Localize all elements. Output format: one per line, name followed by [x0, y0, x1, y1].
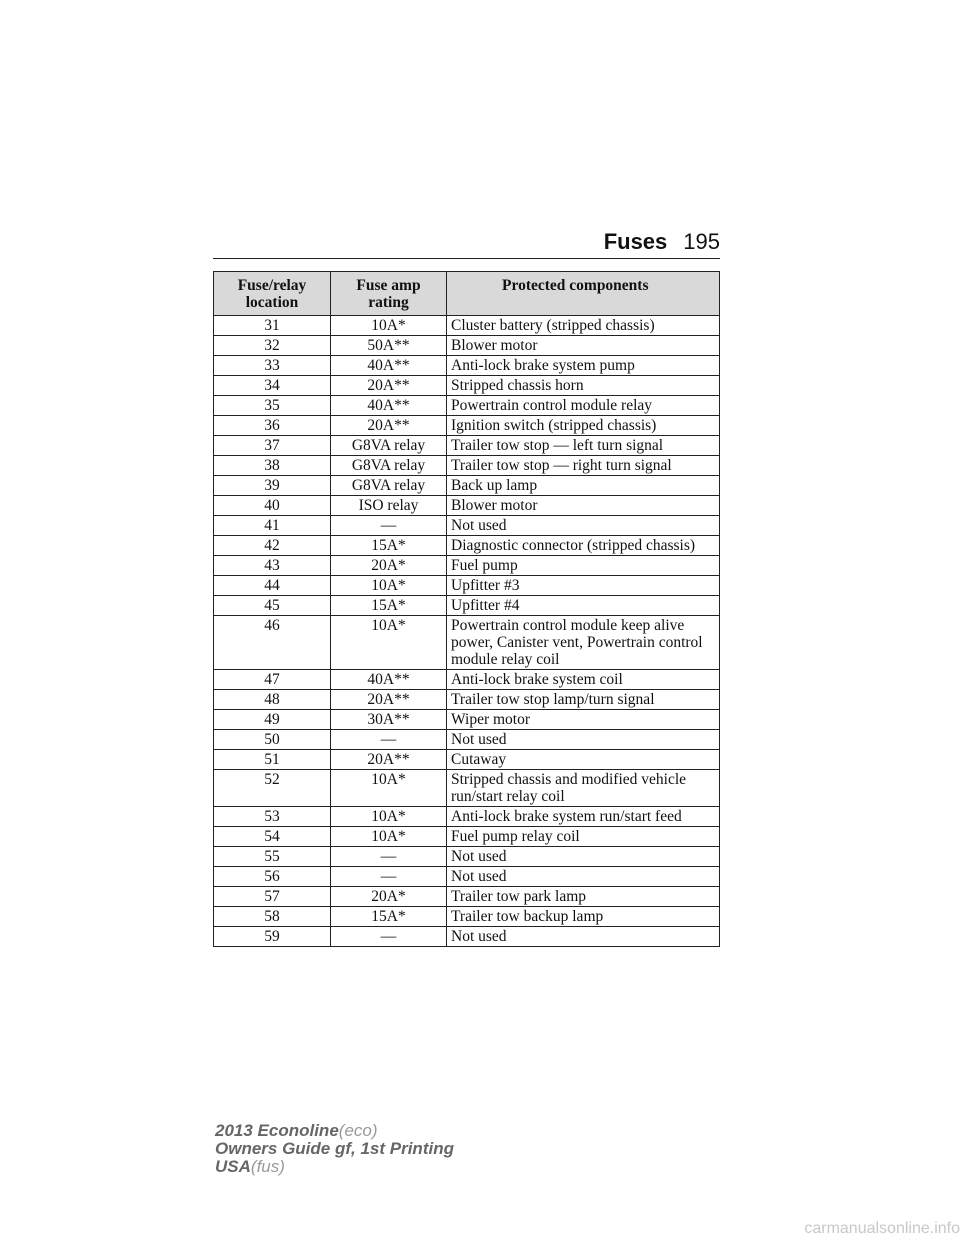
table-row [214, 576, 720, 596]
page-number: 195 [683, 229, 720, 254]
table-row [214, 847, 720, 867]
protected-components-cell: Trailer tow park lamp [447, 887, 720, 907]
protected-components-cell: Fuel pump [447, 556, 720, 576]
column-header-protected-components: Protected components [447, 272, 720, 316]
fuse-location-cell: 31 [214, 316, 331, 336]
table-row [214, 670, 720, 690]
footer-line-3 [215, 1158, 454, 1176]
fuse-amp-cell: G8VA relay [331, 476, 447, 496]
fuse-location-cell: 52 [214, 770, 331, 807]
fuse-amp-cell: 10A* [331, 576, 447, 596]
fuse-amp-cell: — [331, 516, 447, 536]
fuse-amp-cell: 20A** [331, 690, 447, 710]
fuse-amp-cell: G8VA relay [331, 436, 447, 456]
fuse-amp-cell: 40A** [331, 396, 447, 416]
protected-components-cell: Back up lamp [447, 476, 720, 496]
protected-components-cell: Not used [447, 927, 720, 947]
fuse-location-cell: 47 [214, 670, 331, 690]
protected-components-cell: Diagnostic connector (stripped chassis) [447, 536, 720, 556]
fuse-amp-cell: — [331, 847, 447, 867]
footer-model-code: (eco) [338, 1121, 378, 1140]
fuse-amp-cell: 10A* [331, 770, 447, 807]
protected-components-cell: Trailer tow backup lamp [447, 907, 720, 927]
fuse-location-cell: 42 [214, 536, 331, 556]
fuse-amp-cell: — [331, 867, 447, 887]
table-row [214, 616, 720, 670]
fuse-location-cell: 48 [214, 690, 331, 710]
protected-components-cell: Fuel pump relay coil [447, 827, 720, 847]
fuse-location-cell: 46 [214, 616, 331, 670]
fuse-amp-cell: — [331, 927, 447, 947]
fuse-amp-cell: 40A** [331, 356, 447, 376]
fuse-amp-cell: 50A** [331, 336, 447, 356]
footer-guide: Owners Guide gf, 1st Printing [215, 1139, 454, 1158]
fuse-location-cell: 39 [214, 476, 331, 496]
fuse-amp-cell: 20A** [331, 750, 447, 770]
protected-components-cell: Not used [447, 867, 720, 887]
table-row [214, 556, 720, 576]
protected-components-cell: Powertrain control module keep alive power, Canister vent, Powertrain control module relay coil [447, 616, 720, 670]
table-row [214, 516, 720, 536]
footer-model: 2013 Econoline [215, 1121, 339, 1140]
protected-components-cell: Trailer tow stop lamp/turn signal [447, 690, 720, 710]
table-row [214, 496, 720, 516]
protected-components-cell: Not used [447, 847, 720, 867]
protected-components-cell: Stripped chassis and modified vehicle run/start relay coil [447, 770, 720, 807]
fuse-location-cell: 57 [214, 887, 331, 907]
fuse-location-cell: 40 [214, 496, 331, 516]
table-row [214, 476, 720, 496]
protected-components-cell: Upfitter #4 [447, 596, 720, 616]
fuse-amp-cell: 15A* [331, 536, 447, 556]
table-row [214, 750, 720, 770]
protected-components-cell: Trailer tow stop — right turn signal [447, 456, 720, 476]
document-footer [215, 1122, 454, 1176]
protected-components-cell: Cluster battery (stripped chassis) [447, 316, 720, 336]
protected-components-cell: Powertrain control module relay [447, 396, 720, 416]
table-row [214, 907, 720, 927]
protected-components-cell: Anti-lock brake system coil [447, 670, 720, 690]
table-row [214, 376, 720, 396]
fuse-amp-cell: 20A** [331, 416, 447, 436]
table-row [214, 807, 720, 827]
fuse-location-cell: 44 [214, 576, 331, 596]
fuse-table [213, 271, 720, 947]
fuse-location-cell: 49 [214, 710, 331, 730]
protected-components-cell: Blower motor [447, 496, 720, 516]
fuse-location-cell: 35 [214, 396, 331, 416]
table-row [214, 827, 720, 847]
fuse-table-body [214, 316, 720, 947]
fuse-location-cell: 43 [214, 556, 331, 576]
fuse-amp-cell: — [331, 730, 447, 750]
fuse-location-cell: 37 [214, 436, 331, 456]
protected-components-cell: Not used [447, 730, 720, 750]
fuse-location-cell: 56 [214, 867, 331, 887]
protected-components-cell: Anti-lock brake system pump [447, 356, 720, 376]
protected-components-cell: Stripped chassis horn [447, 376, 720, 396]
protected-components-cell: Trailer tow stop — left turn signal [447, 436, 720, 456]
table-row [214, 336, 720, 356]
fuse-amp-cell: 40A** [331, 670, 447, 690]
table-row [214, 710, 720, 730]
table-row [214, 436, 720, 456]
table-row [214, 867, 720, 887]
fuse-amp-cell: 20A* [331, 556, 447, 576]
fuse-amp-cell: ISO relay [331, 496, 447, 516]
table-row [214, 316, 720, 336]
protected-components-cell: Not used [447, 516, 720, 536]
fuse-location-cell: 53 [214, 807, 331, 827]
fuse-location-cell: 38 [214, 456, 331, 476]
fuse-amp-cell: 10A* [331, 827, 447, 847]
fuse-location-cell: 45 [214, 596, 331, 616]
protected-components-cell: Upfitter #3 [447, 576, 720, 596]
protected-components-cell: Blower motor [447, 336, 720, 356]
protected-components-cell: Anti-lock brake system run/start feed [447, 807, 720, 827]
table-row [214, 770, 720, 807]
fuse-amp-cell: 15A* [331, 907, 447, 927]
site-watermark: carmanualsonline.info [804, 1220, 960, 1237]
table-row [214, 536, 720, 556]
fuse-location-cell: 54 [214, 827, 331, 847]
fuse-amp-cell: 10A* [331, 316, 447, 336]
table-row [214, 887, 720, 907]
table-row [214, 730, 720, 750]
table-row [214, 927, 720, 947]
fuse-location-cell: 33 [214, 356, 331, 376]
fuse-location-cell: 32 [214, 336, 331, 356]
fuse-amp-cell: G8VA relay [331, 456, 447, 476]
fuse-location-cell: 55 [214, 847, 331, 867]
protected-components-cell: Cutaway [447, 750, 720, 770]
table-row [214, 416, 720, 436]
column-header-location: Fuse/relay location [214, 272, 331, 316]
footer-line-1 [215, 1122, 454, 1140]
table-row [214, 596, 720, 616]
table-row [214, 356, 720, 376]
fuse-location-cell: 41 [214, 516, 331, 536]
fuse-location-cell: 51 [214, 750, 331, 770]
fuse-amp-cell: 30A** [331, 710, 447, 730]
section-title: Fuses [603, 229, 668, 254]
fuse-location-cell: 58 [214, 907, 331, 927]
footer-market: USA [215, 1157, 251, 1176]
fuse-location-cell: 36 [214, 416, 331, 436]
table-row [214, 396, 720, 416]
footer-market-code: (fus) [250, 1157, 285, 1176]
footer-line-2 [215, 1140, 454, 1158]
fuse-amp-cell: 20A** [331, 376, 447, 396]
protected-components-cell: Ignition switch (stripped chassis) [447, 416, 720, 436]
fuse-amp-cell: 20A* [331, 887, 447, 907]
fuse-amp-cell: 15A* [331, 596, 447, 616]
fuse-amp-cell: 10A* [331, 807, 447, 827]
fuse-location-cell: 50 [214, 730, 331, 750]
protected-components-cell: Wiper motor [447, 710, 720, 730]
fuse-location-cell: 34 [214, 376, 331, 396]
column-header-amp-rating: Fuse amp rating [331, 272, 447, 316]
page-header [213, 228, 720, 259]
table-header-row [214, 272, 720, 316]
table-row [214, 690, 720, 710]
fuse-location-cell: 59 [214, 927, 331, 947]
table-row [214, 456, 720, 476]
fuse-amp-cell: 10A* [331, 616, 447, 670]
